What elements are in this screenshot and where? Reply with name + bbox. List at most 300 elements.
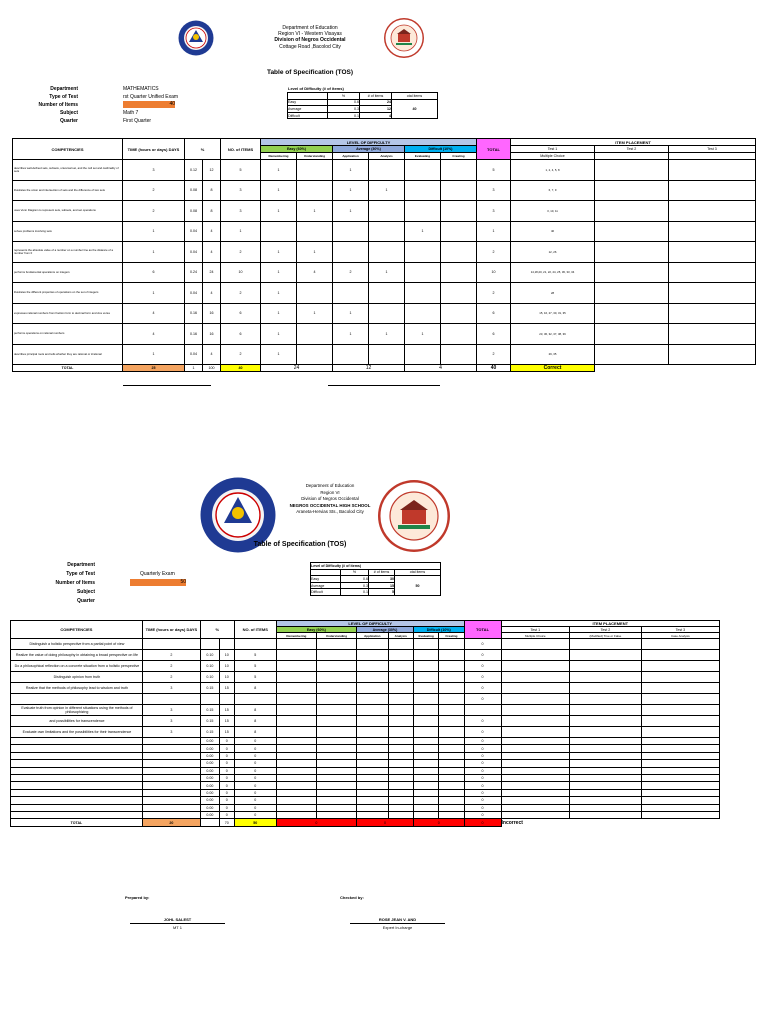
table-cell bbox=[388, 797, 413, 804]
table-cell bbox=[570, 745, 642, 752]
table-cell bbox=[413, 774, 438, 781]
table-cell: 0.08 bbox=[185, 180, 203, 201]
table-cell bbox=[669, 221, 756, 242]
table-cell bbox=[669, 262, 756, 283]
test-header: Test 1 bbox=[501, 627, 570, 633]
table-cell: 0 bbox=[464, 789, 501, 796]
table-cell bbox=[142, 745, 200, 752]
table-cell bbox=[570, 639, 642, 650]
table-row bbox=[13, 160, 756, 181]
table-cell bbox=[405, 303, 441, 324]
table-cell bbox=[369, 242, 405, 263]
table-cell bbox=[142, 767, 200, 774]
table-cell: 0 bbox=[464, 767, 501, 774]
competency-cell bbox=[11, 738, 143, 745]
table-cell: 0 bbox=[219, 782, 234, 789]
table-cell bbox=[501, 672, 570, 683]
total-header: TOTAL bbox=[477, 139, 511, 160]
table-cell bbox=[501, 774, 570, 781]
table-cell: 3 bbox=[221, 180, 261, 201]
competency-cell: Evaluate truth from opinion in different situations using the methods of philosophizing bbox=[11, 705, 143, 716]
table-cell bbox=[276, 760, 316, 767]
table-row bbox=[11, 639, 720, 650]
table-cell bbox=[570, 661, 642, 672]
table-cell: 0 bbox=[464, 650, 501, 661]
table-cell: Average bbox=[311, 582, 341, 589]
table-cell bbox=[297, 283, 333, 304]
table-cell bbox=[142, 760, 200, 767]
table-cell bbox=[439, 797, 464, 804]
table-cell bbox=[501, 745, 570, 752]
table-cell bbox=[276, 774, 316, 781]
test-type: Case Analysis bbox=[641, 633, 719, 639]
table-cell bbox=[641, 727, 719, 738]
table-cell: 0 bbox=[234, 782, 276, 789]
average-header: Average (30%) bbox=[333, 146, 405, 153]
table-cell: # of items bbox=[360, 93, 392, 100]
difficult-header: Difficult (10%) bbox=[413, 627, 464, 633]
table-cell bbox=[570, 804, 642, 811]
table-cell bbox=[641, 811, 719, 818]
table-row bbox=[11, 745, 720, 752]
table-cell: 8 bbox=[234, 705, 276, 716]
table-cell: 1 bbox=[405, 221, 441, 242]
table-cell bbox=[276, 804, 316, 811]
tos2-main-table bbox=[10, 620, 720, 827]
competency-cell bbox=[11, 694, 143, 705]
table-cell: 2 bbox=[142, 650, 200, 661]
table-cell bbox=[276, 716, 316, 727]
table-cell bbox=[388, 639, 413, 650]
level-header: Understanding bbox=[297, 153, 333, 160]
table-row bbox=[11, 705, 720, 716]
table-cell bbox=[356, 650, 388, 661]
info-label: Number of Items bbox=[38, 102, 78, 108]
table-cell bbox=[501, 789, 570, 796]
table-cell: 0 bbox=[234, 797, 276, 804]
table-cell bbox=[356, 683, 388, 694]
table-cell: 3 bbox=[477, 201, 511, 222]
table-cell bbox=[439, 716, 464, 727]
table-cell: 1 bbox=[333, 180, 369, 201]
test-header: Test 3 bbox=[669, 146, 756, 153]
table-cell: 3 bbox=[477, 180, 511, 201]
table-cell: 2 bbox=[221, 344, 261, 365]
table-row bbox=[288, 99, 438, 106]
table-cell: 3 bbox=[142, 727, 200, 738]
test-header: Test 2 bbox=[595, 146, 669, 153]
table-row bbox=[13, 262, 756, 283]
table-cell bbox=[570, 774, 642, 781]
level-header: Creating bbox=[441, 153, 477, 160]
table-cell bbox=[501, 797, 570, 804]
table-cell: 3 bbox=[142, 683, 200, 694]
table-cell bbox=[356, 705, 388, 716]
signature-line bbox=[350, 923, 445, 924]
table-row bbox=[11, 782, 720, 789]
table-cell bbox=[669, 365, 756, 372]
table-cell bbox=[641, 752, 719, 759]
table-cell: 3 bbox=[221, 201, 261, 222]
info-label: Quarter bbox=[76, 598, 95, 604]
table-cell bbox=[570, 789, 642, 796]
table-cell: 0.00 bbox=[200, 752, 219, 759]
table-cell bbox=[413, 797, 438, 804]
table-cell bbox=[276, 767, 316, 774]
table-cell bbox=[641, 804, 719, 811]
level-header: Analysis bbox=[369, 153, 405, 160]
table-cell: 0 bbox=[464, 782, 501, 789]
table-cell: 0 bbox=[464, 738, 501, 745]
table-row bbox=[311, 563, 441, 570]
table-cell bbox=[570, 672, 642, 683]
table-cell: 1 bbox=[405, 324, 441, 345]
table-cell bbox=[501, 760, 570, 767]
placement-header: ITEM PLACEMENT bbox=[511, 139, 756, 146]
table-cell bbox=[413, 767, 438, 774]
table-cell: 0.15 bbox=[200, 705, 219, 716]
table-cell: 8 bbox=[234, 727, 276, 738]
table-cell: 0 bbox=[464, 811, 501, 818]
table-cell: 10 bbox=[221, 262, 261, 283]
table-cell: 0 bbox=[219, 745, 234, 752]
table-cell: 2 bbox=[333, 262, 369, 283]
totals-row bbox=[13, 365, 756, 372]
table-row bbox=[11, 621, 720, 627]
table-cell bbox=[439, 738, 464, 745]
tos1-lod-table bbox=[287, 92, 438, 119]
table-cell bbox=[405, 262, 441, 283]
prepared-by-role: MT 1 bbox=[172, 925, 183, 930]
table-row bbox=[13, 303, 756, 324]
table-cell bbox=[356, 797, 388, 804]
table-cell bbox=[570, 705, 642, 716]
table-cell bbox=[413, 639, 438, 650]
table-cell: 15 bbox=[219, 683, 234, 694]
table-cell: 1 bbox=[123, 344, 185, 365]
table-cell: 10 bbox=[219, 661, 234, 672]
table-cell bbox=[405, 283, 441, 304]
table-cell bbox=[439, 804, 464, 811]
table-row bbox=[11, 804, 720, 811]
table-cell bbox=[413, 804, 438, 811]
table-cell bbox=[413, 738, 438, 745]
totals-status: Correct bbox=[511, 365, 595, 372]
table-cell bbox=[388, 789, 413, 796]
table-cell bbox=[501, 811, 570, 818]
table-cell bbox=[316, 782, 356, 789]
time-header: TIME (hours or days) DAYS bbox=[123, 139, 185, 160]
table-cell bbox=[501, 694, 570, 705]
table-cell bbox=[641, 789, 719, 796]
table-cell: 14,18,20, 21, 22, 24, 25, 36, 33, 34 bbox=[511, 262, 595, 283]
table-cell: 3, 10, 11 bbox=[511, 201, 595, 222]
table-cell bbox=[413, 727, 438, 738]
table-cell bbox=[439, 661, 464, 672]
table-cell bbox=[142, 774, 200, 781]
table-cell: 0.1 bbox=[341, 589, 369, 596]
table-cell: 15 bbox=[219, 705, 234, 716]
table-cell: 24 bbox=[203, 262, 221, 283]
info-label: Department bbox=[50, 86, 78, 92]
competency-cell: Distinguish a holistic perspective from a partial point of view bbox=[11, 639, 143, 650]
table-cell bbox=[570, 797, 642, 804]
table-cell bbox=[276, 797, 316, 804]
table-cell bbox=[439, 774, 464, 781]
table-cell bbox=[333, 242, 369, 263]
table-cell: 0.15 bbox=[200, 716, 219, 727]
table-cell bbox=[641, 650, 719, 661]
info-value: First Quarter bbox=[123, 118, 152, 124]
table-cell bbox=[441, 262, 477, 283]
table-cell bbox=[669, 160, 756, 181]
table-cell: 1 bbox=[123, 283, 185, 304]
table-cell bbox=[369, 201, 405, 222]
table-cell bbox=[439, 705, 464, 716]
table-cell: 15, 16, 27, 30, 31, 35 bbox=[511, 303, 595, 324]
totals-average: 12 bbox=[333, 365, 405, 372]
tos1-lod-title: Level of Difficulty (# of items) bbox=[288, 86, 344, 91]
table-row bbox=[13, 324, 756, 345]
competency-cell: Distinguish opinion from truth bbox=[11, 672, 143, 683]
table-cell bbox=[595, 283, 669, 304]
table-row bbox=[13, 242, 756, 263]
level-header: Creating bbox=[439, 633, 464, 639]
table-cell bbox=[316, 705, 356, 716]
table-cell: 0 bbox=[219, 752, 234, 759]
competency-cell: uses Venn Diagram to represent sets, subsets, and set operations bbox=[13, 201, 123, 222]
table-cell bbox=[570, 650, 642, 661]
table-cell: 0 bbox=[219, 804, 234, 811]
totals-total: 40 bbox=[477, 365, 511, 372]
checked-by-label: Checked by: bbox=[340, 895, 364, 900]
competency-cell: solves problems involving sets bbox=[13, 221, 123, 242]
table-cell bbox=[413, 694, 438, 705]
tos2-lod-table bbox=[310, 562, 441, 596]
tos2-header-line: Department of Education bbox=[305, 483, 355, 488]
table-cell: 0 bbox=[234, 738, 276, 745]
table-cell bbox=[311, 569, 341, 576]
table-cell: 15 bbox=[219, 727, 234, 738]
tos1-main-table bbox=[12, 138, 756, 372]
table-cell: 1 bbox=[221, 221, 261, 242]
table-cell: 16 bbox=[203, 303, 221, 324]
table-cell bbox=[142, 797, 200, 804]
table-cell: 0 bbox=[219, 811, 234, 818]
items-header: NO. of ITEMS bbox=[221, 139, 261, 160]
table-row bbox=[11, 760, 720, 767]
table-cell bbox=[316, 639, 356, 650]
test-type bbox=[595, 153, 669, 160]
table-cell: 1 bbox=[297, 303, 333, 324]
table-cell bbox=[333, 344, 369, 365]
table-cell: 0 bbox=[219, 789, 234, 796]
table-cell bbox=[356, 811, 388, 818]
table-cell bbox=[501, 716, 570, 727]
table-cell bbox=[413, 745, 438, 752]
table-cell bbox=[276, 683, 316, 694]
table-cell bbox=[413, 672, 438, 683]
table-cell bbox=[501, 650, 570, 661]
table-cell: 1 bbox=[261, 324, 297, 345]
table-cell: 24 bbox=[360, 99, 392, 106]
table-cell bbox=[441, 324, 477, 345]
table-cell: 6 bbox=[221, 324, 261, 345]
checked-by-name: ROSE JEAN V. AND bbox=[378, 917, 417, 922]
tos2-title: Table of Specification (TOS) bbox=[253, 541, 347, 548]
table-cell bbox=[570, 738, 642, 745]
table-cell: 1 bbox=[261, 262, 297, 283]
table-cell: % bbox=[341, 569, 369, 576]
tos1-header-line: Division of Negros Occidental bbox=[274, 37, 346, 44]
table-cell: 0.15 bbox=[200, 727, 219, 738]
totals-label: TOTAL bbox=[11, 819, 143, 827]
table-cell: 28 bbox=[511, 283, 595, 304]
table-cell bbox=[388, 716, 413, 727]
table-cell: 2 bbox=[123, 201, 185, 222]
tos2-header-line: Division of Negros Occidental bbox=[301, 496, 359, 501]
table-cell bbox=[439, 811, 464, 818]
totals-time: 20 bbox=[142, 819, 200, 827]
table-cell: 6 bbox=[221, 303, 261, 324]
number-of-items-value: 50 bbox=[130, 579, 186, 586]
info-label: Type of Test bbox=[49, 94, 78, 100]
competency-cell bbox=[11, 760, 143, 767]
table-cell bbox=[276, 789, 316, 796]
table-cell bbox=[356, 752, 388, 759]
table-cell: 0.08 bbox=[185, 201, 203, 222]
table-cell: 0.15 bbox=[200, 683, 219, 694]
table-cell: 5 bbox=[221, 160, 261, 181]
table-row bbox=[311, 569, 441, 576]
table-cell: 12 bbox=[203, 160, 221, 181]
table-cell bbox=[142, 694, 200, 705]
table-cell bbox=[413, 760, 438, 767]
table-cell bbox=[219, 639, 234, 650]
table-cell: otal items bbox=[392, 93, 438, 100]
table-cell: 0 bbox=[464, 745, 501, 752]
table-row bbox=[11, 694, 720, 705]
competency-cell: describes well-defined sets, subsets, universal set, and the null set and cardinality of sets bbox=[13, 160, 123, 181]
level-header: Evaluating bbox=[413, 633, 438, 639]
table-cell bbox=[439, 789, 464, 796]
table-cell: 5 bbox=[369, 589, 395, 596]
table-cell: 1 bbox=[333, 324, 369, 345]
table-cell bbox=[356, 694, 388, 705]
table-cell: 10 bbox=[219, 650, 234, 661]
table-cell bbox=[276, 782, 316, 789]
table-cell bbox=[234, 694, 276, 705]
table-cell: 1 bbox=[369, 324, 405, 345]
table-cell bbox=[388, 760, 413, 767]
competency-cell bbox=[11, 767, 143, 774]
table-row bbox=[13, 221, 756, 242]
table-cell bbox=[316, 683, 356, 694]
table-cell bbox=[316, 650, 356, 661]
totals-easy: 24 bbox=[261, 365, 333, 372]
table-cell: 5 bbox=[477, 160, 511, 181]
table-cell bbox=[570, 819, 642, 827]
table-cell bbox=[641, 767, 719, 774]
table-cell: 2 bbox=[477, 344, 511, 365]
table-cell bbox=[369, 283, 405, 304]
table-cell bbox=[439, 752, 464, 759]
table-cell bbox=[439, 767, 464, 774]
table-cell: 0.10 bbox=[200, 672, 219, 683]
totals-total: 0 bbox=[464, 819, 501, 827]
competency-cell bbox=[11, 804, 143, 811]
table-cell bbox=[501, 782, 570, 789]
test-type bbox=[669, 153, 756, 160]
info-label: Number of Items bbox=[55, 580, 95, 586]
competency-cell bbox=[11, 782, 143, 789]
table-row bbox=[11, 774, 720, 781]
table-cell bbox=[570, 752, 642, 759]
table-row bbox=[11, 650, 720, 661]
table-cell bbox=[276, 694, 316, 705]
table-cell bbox=[388, 811, 413, 818]
percent-header: % bbox=[185, 139, 221, 160]
lod-header: LEVEL OF DIFFICULTY bbox=[261, 139, 477, 146]
table-cell bbox=[316, 694, 356, 705]
table-cell bbox=[388, 745, 413, 752]
table-cell: 6 bbox=[477, 303, 511, 324]
table-row bbox=[11, 811, 720, 818]
table-cell: 8 bbox=[234, 716, 276, 727]
table-cell bbox=[276, 727, 316, 738]
tos2-header-line: Araneta-Hervias Sts., Bacolod City bbox=[296, 509, 364, 514]
tos1-header-line: Cottage Road ,Bacolod City bbox=[279, 43, 341, 50]
table-cell: 0.24 bbox=[185, 262, 203, 283]
table-cell bbox=[142, 738, 200, 745]
tos2-header-line: NEGROS OCCIDENTAL HIGH SCHOOL bbox=[289, 502, 371, 508]
competency-cell: represents the absolute value of a number on a number line as the distance of a number from 0 bbox=[13, 242, 123, 263]
table-cell bbox=[388, 661, 413, 672]
info-value: Math 7 bbox=[123, 110, 139, 116]
table-cell: 40 bbox=[392, 99, 438, 119]
table-cell: 0.16 bbox=[185, 303, 203, 324]
totals-label: TOTAL bbox=[13, 365, 123, 372]
table-cell: 3 bbox=[142, 716, 200, 727]
table-cell bbox=[441, 201, 477, 222]
table-cell bbox=[297, 221, 333, 242]
table-row bbox=[11, 767, 720, 774]
table-cell bbox=[595, 242, 669, 263]
table-cell: 0 bbox=[234, 811, 276, 818]
table-cell bbox=[439, 727, 464, 738]
totals-row bbox=[11, 819, 720, 827]
test-type: (Modified) True or False bbox=[570, 633, 642, 639]
table-row bbox=[11, 727, 720, 738]
table-cell bbox=[501, 705, 570, 716]
table-cell bbox=[405, 180, 441, 201]
test-type: Multiple Choice bbox=[501, 633, 570, 639]
table-cell: 8 bbox=[203, 201, 221, 222]
table-cell bbox=[441, 221, 477, 242]
table-cell: 0 bbox=[219, 738, 234, 745]
totals-difficult: 0 bbox=[413, 819, 464, 827]
table-cell: 23, 36, 32, 37, 38, 39 bbox=[511, 324, 595, 345]
table-cell bbox=[570, 782, 642, 789]
table-cell bbox=[316, 797, 356, 804]
competency-cell: Do a philosophical reflection on a concrete situation from a holistic perspective bbox=[11, 661, 143, 672]
table-cell bbox=[441, 303, 477, 324]
table-cell bbox=[413, 811, 438, 818]
totals-pct100: 70 bbox=[219, 819, 234, 827]
table-cell: 0.00 bbox=[200, 767, 219, 774]
table-cell: 6, 7, 9 bbox=[511, 180, 595, 201]
table-cell: 30 bbox=[369, 576, 395, 583]
